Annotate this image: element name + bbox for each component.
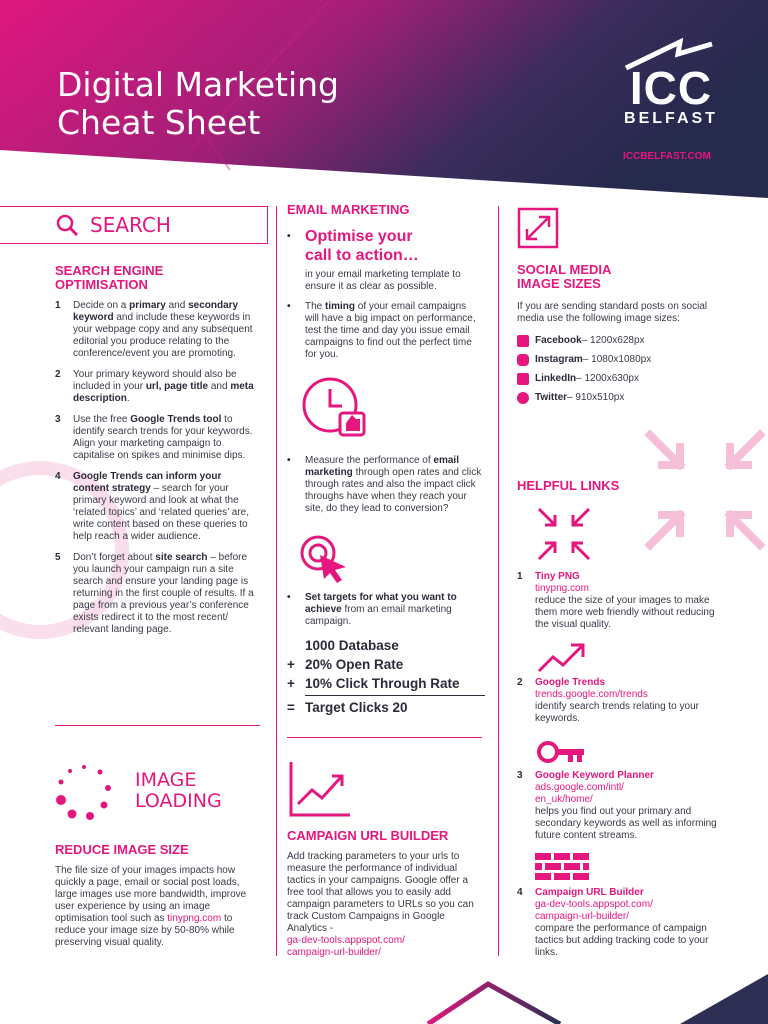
twitter-icon <box>517 392 529 404</box>
seo-heading: SEARCH ENGINE OPTIMISATION <box>55 263 164 292</box>
click-target-calculation: 1000 Database + 20% Open Rate + 10% Click Through Rate = Target Clicks 20 <box>287 636 482 717</box>
email-targets-list <box>287 592 482 628</box>
section-divider <box>55 725 260 726</box>
link-item-3: 3 Google Keyword Planner ads.google.com/intl/ en_uk/home/ helps you find out your primary and secondary keywords as well as informing future content streams. <box>517 770 717 841</box>
tinypng-link[interactable]: tinypng.com <box>167 913 222 924</box>
cta-body: in your email marketing template to ensure it as clear as possible. <box>305 269 461 292</box>
email-timing-list <box>287 301 482 361</box>
campaign-url-link[interactable]: ga-dev-tools.appspot.com/ campaign-url-builder/ <box>287 935 405 958</box>
column-divider-2 <box>498 206 499 956</box>
header-banner <box>0 0 768 200</box>
list-item: 1 Decide on a primary and secondary keyword and include these keywords in your webpage copy and any subsequent editorial you produce relating to the conference/event you are promoting. <box>55 300 253 359</box>
list-item: 2 Your primary keyword should also be included in your url, page title and meta description. <box>55 369 254 404</box>
social-size-list <box>517 331 717 407</box>
seo-list <box>55 300 260 636</box>
image-section <box>55 843 260 949</box>
list-item: • Measure the performance of email marketing through open rates and click through rates and also the impact click throughs have when they reach your site, do they lead to conversion? <box>287 455 482 515</box>
list-item: Instagram – 1080x1080px <box>517 350 717 369</box>
list-item: • The timing of your email campaigns will have a big impact on performance, test the time and day you issue email campaigns to find out the perfect time for you. <box>287 301 482 361</box>
list-item: • Set targets for what you want to achieve from an email marketing campaign. <box>287 592 482 628</box>
list-item: 4 Google Trends can inform your content strategy – search for your primary keyword and look at what the ‘related topics’ and ‘related queries’ are, write content based on these queries to help reach a wider audience. <box>55 471 250 542</box>
email-measure-section <box>287 455 482 523</box>
trend-chart-icon <box>288 760 352 818</box>
facebook-icon <box>517 335 529 347</box>
reduce-image-heading: REDUCE IMAGE SIZE <box>55 842 189 857</box>
key-icon <box>536 739 586 765</box>
trend-up-icon <box>537 641 587 675</box>
email-section <box>287 203 482 369</box>
link-item-4: 4 Campaign URL Builder ga-dev-tools.appspot.com/ campaign-url-builder/ compare the performance of campaign tactics but adding tracking code to your links. <box>517 887 717 959</box>
social-section <box>517 263 717 407</box>
link-item-2: 2 Google Trends trends.google.com/trends identify search trends relating to your keywords. <box>517 677 717 725</box>
google-trends-link[interactable]: trends.google.com/trends <box>535 689 648 700</box>
list-item: 3 Use the free Google Trends tool to identify search trends for your keywords. Align your marketing campaign to capitalise on spikes and minimise dips. <box>55 414 253 461</box>
logo-belfast-text: BELFAST <box>624 110 718 127</box>
decorative-arrows-icon <box>640 425 768 555</box>
search-icon <box>56 214 80 238</box>
campaign-section <box>287 829 487 959</box>
email-targets-section <box>287 592 482 717</box>
email-measure-list <box>287 455 482 515</box>
list-item: 5 Don’t forget about site search – before you launch your campaign run a site search and ensure your landing page is returning in the first couple of results. If a page from a previous year’s conference exists redirect it to the most recent/ relevant landing page. <box>55 552 254 635</box>
reduce-image-body: The file size of your images impacts how quickly a page, email or social post loads, large images use more bandwidth, improve user experience by using an image optimisation tool such as tinypng.com to reduce your image size by 50-80% while preserving visual quality. <box>55 865 247 948</box>
section-divider <box>287 737 482 738</box>
seo-section <box>55 264 260 645</box>
instagram-icon <box>517 354 529 366</box>
linkedin-icon <box>517 373 529 385</box>
helpful-links-heading: HELPFUL LINKS <box>517 478 620 493</box>
brick-wall-icon <box>535 853 591 881</box>
social-heading: SOCIAL MEDIA IMAGE SIZES <box>517 262 612 291</box>
loading-spinner-icon <box>54 762 114 822</box>
tinypng-url-link[interactable]: tinypng.com <box>535 583 589 594</box>
website-link[interactable]: ICCBELFAST.COM <box>623 151 711 162</box>
link-item-1: 1 Tiny PNG tinypng.com reduce the size of your images to make them more web friendly without reducing the visual quality. <box>517 571 717 631</box>
click-cursor-icon <box>300 535 352 585</box>
list-item: Twitter – 910x510px <box>517 388 717 407</box>
logo-icc-text: ICC <box>629 62 713 114</box>
image-loading-label: IMAGE LOADING <box>135 769 222 812</box>
search-section-label: SEARCH <box>90 213 171 237</box>
campaign-body: Add tracking parameters to your urls to measure the performance of individual tactics in your campaigns. Google offer a free tool that allows you to easily add campaign parameters to URLs so you can track Custom Campaigns in Google Analytics - <box>287 851 474 934</box>
keyword-planner-link[interactable]: ads.google.com/intl/ en_uk/home/ <box>535 782 624 805</box>
list-item: Facebook – 1200x628px <box>517 331 717 350</box>
list-item: LinkedIn – 1200x630px <box>517 369 717 388</box>
compress-arrows-icon <box>535 505 593 563</box>
resize-icon <box>517 207 559 249</box>
cta-block: • Optimise your call to action… <box>287 228 419 264</box>
clock-thumbs-up-icon <box>300 375 370 441</box>
logo-roof-icon <box>616 38 726 72</box>
social-intro: If you are sending standard posts on social media use the following image sizes: <box>517 301 708 324</box>
campaign-builder-link[interactable]: ga-dev-tools.appspot.com/ campaign-url-builder/ <box>535 899 653 922</box>
column-divider-1 <box>276 206 277 956</box>
page-title: Digital Marketing Cheat Sheet <box>57 65 339 142</box>
email-heading: EMAIL MARKETING <box>287 202 410 217</box>
icc-belfast-logo <box>616 38 726 128</box>
campaign-heading: CAMPAIGN URL BUILDER <box>287 828 449 843</box>
